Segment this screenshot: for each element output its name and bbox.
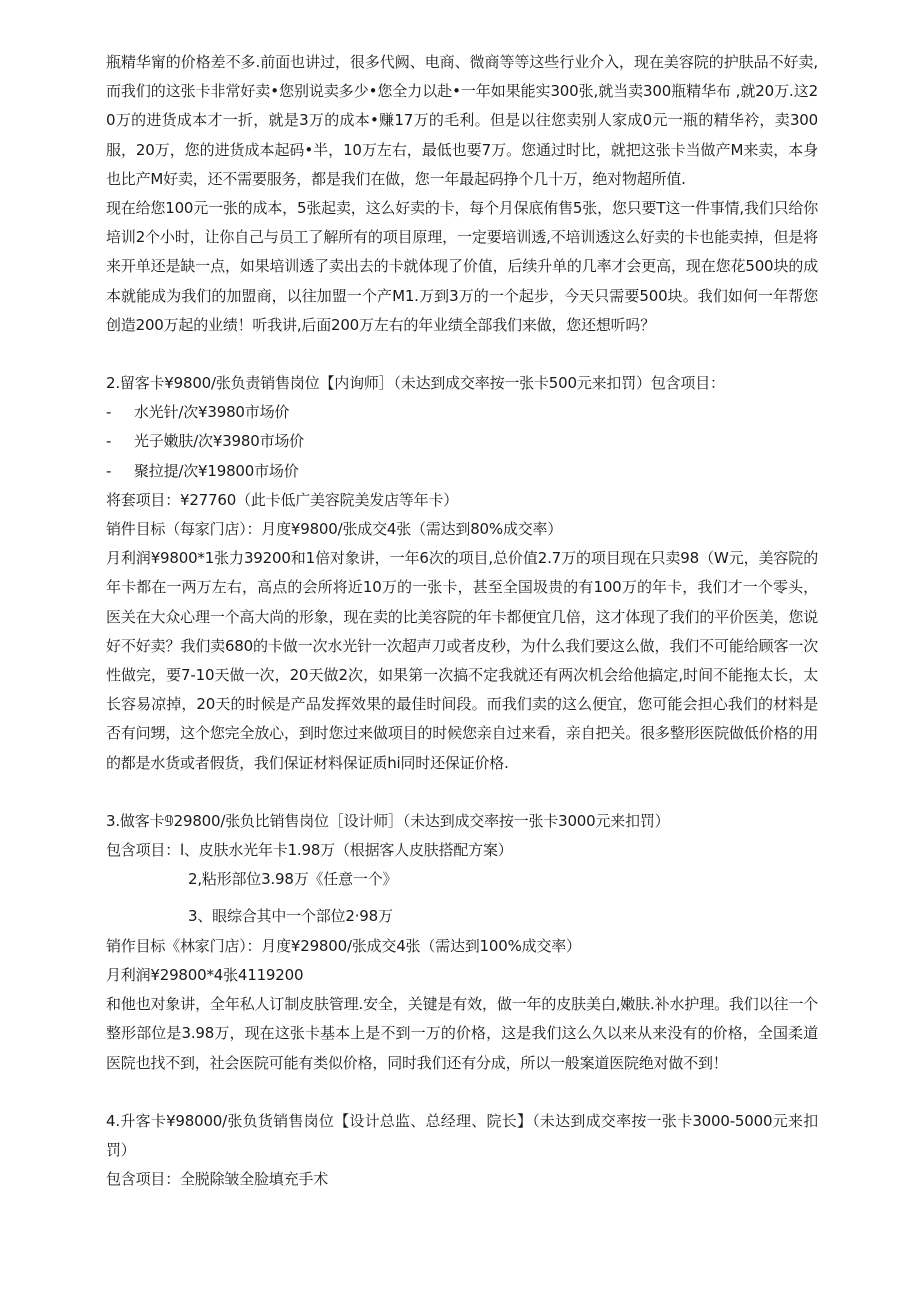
- bullet-dash: -: [106, 403, 112, 422]
- intro-paragraph-2: 现在给您100元一张的成本，5张起卖，这么好卖的卡，每个月保底侑售5张，您只要T这一件事情,我们只给你培训2个小时，让你自己与员工了解所有的项目原理，一定要培训透,不培训透这么好卖的卡也能卖掉，但是将来开单还是缺一点，如果培训透了卖出去的卡就体现了价值，后续升单的几率才会更高，现在您花500块的成本就能成为我们的加盟商，以往加盟一个产M1.万到3万的一个起步，今天只需要500块。我们如何一年帮您创造200万起的业绩！听我讲,后面200万左右的年业绩全部我们来做，您还想听吗？: [106, 199, 818, 334]
- section2-item-1-text: 水光针/次¥3980市场价: [134, 403, 290, 422]
- section2-paragraph: 月利润¥9800*1张力39200和1倍对象讲，一年6次的项目,总价值2.7万的项目现在只卖98（W元，美容院的年卡都在一两万左右，高点的会所将近10万的一张卡，甚至全国圾贵的有100万的年卡，我们才一个零头，医关在大众心理一个高大尚的形象，现在卖的比美容院的年卡都便宜几倍，这才体现了我们的平价医美，您说好不好卖？我们卖680的卡做一次水光针一次超声刀或者皮秒，为什么我们要这么做，我们不可能给顾客一次性做完，要7-10天做一次，20天做2次，如果第一次搞不定我就还有两次机会给他搞定,时间不能拖太长，太长容易凉掉，20天的时候是产品发挥效果的最佳时间段。而我们卖的这么便宜，您可能会担心我们的材料是否有问甥，这个您完全放心，到时您过来做项目的时候您亲自过来看，亲自把关。很多整形医院做低价格的用的都是水货或者假货，我们保证材料保证质hi同时还保证价格.: [106, 549, 818, 772]
- section2-item-2: [106, 427, 818, 456]
- section3-target: 销作目标《林家门店）：月度¥29800/张成交4张（需达到100%成交率）: [106, 936, 581, 955]
- section4-included: 包含项目：全脱除皱全脸填充手术: [106, 1170, 329, 1189]
- section3-heading: 3.做客卡𝟡29800/张负比销售岗位［设计师］（未达到成交率按一张卡3000元来扣罚）: [106, 811, 670, 830]
- section2-item-2-text: 光子嫩肤/次¥3980市场价: [134, 432, 304, 451]
- section-gap: [106, 340, 818, 369]
- section2-item-3-text: 聚拉提/次¥19800市场价: [134, 461, 299, 480]
- document-page: [106, 48, 818, 1194]
- section3-included: 包含项目：l、皮肤水光年卡1.98万（根据客人皮肤搭配方案）: [106, 841, 513, 860]
- section3-profit: 月利润¥29800*4张4119200: [106, 965, 304, 984]
- intro-paragraph-1: 瓶精华甯的价格差不多.前面也讲过，很多代阙、电商、微商等等这些行业介入，现在美容院的护肤品不好卖,而我们的这张卡非常好卖•您别说卖多少•您全力以赴•一年如果能实300张,就当卖300瓶精华布 ,就20万.这20万的进货成本才一折，就是3万的成本•赚17万的毛利。但是以往您卖别人家成0元一瓶的精华衿，卖300服，20万，您的进货成本起码•半，10万左右，最低也要7万。您通过时比，就把这张卡当做产M来卖，本身也比产M好卖，还不需要服务，都是我们在做，您一年最起码挣个几十万，绝对物超所值.: [106, 53, 818, 188]
- section-gap: [106, 1078, 818, 1107]
- bullet-dash: -: [106, 432, 112, 451]
- section2-item-3: [106, 457, 818, 486]
- section3-paragraph: 和他也对象讲，全年私人订制皮肤管理.安全，关键是有效，做一年的皮肤美白,嫩肤.补水护理。我们以往一个整形部位是3.98万，现在这张卡基本上是不到一万的价格，这是我们这么久以来从来没有的价格，全国柔道医院也找不到，社会医院可能有类似价格，同时我们还有分成，所以一般案道医院绝对做不到！: [106, 995, 818, 1072]
- section-gap: [106, 778, 818, 807]
- section2-item-1: [106, 398, 818, 427]
- section2-target: 销件目标（每家门店）：月度¥9800/张成交4张（需达到80%成交率）: [106, 520, 563, 539]
- section2-heading: 2.留客卡¥9800/张负责销售岗位【内询师］（未达到成交率按一张卡500元来扣罚）包含项目：: [106, 374, 725, 393]
- section2-package: 将套项目：¥27760（此卡低广美容院美发店等年卡）: [106, 490, 459, 509]
- bullet-dash: -: [106, 461, 112, 480]
- section3-item-3: 3、眼综合其中一个部位2·98万: [188, 907, 393, 926]
- small-gap: [106, 894, 818, 902]
- section4-heading: 4.升客卡¥98000/张负货销售岗位【设计总监、总经理、院长】（未达到成交率按一张卡3000-5000元来扣罚）: [106, 1111, 818, 1159]
- section3-item-2: 2,粘形部位3.98万《任意一个》: [188, 870, 398, 889]
